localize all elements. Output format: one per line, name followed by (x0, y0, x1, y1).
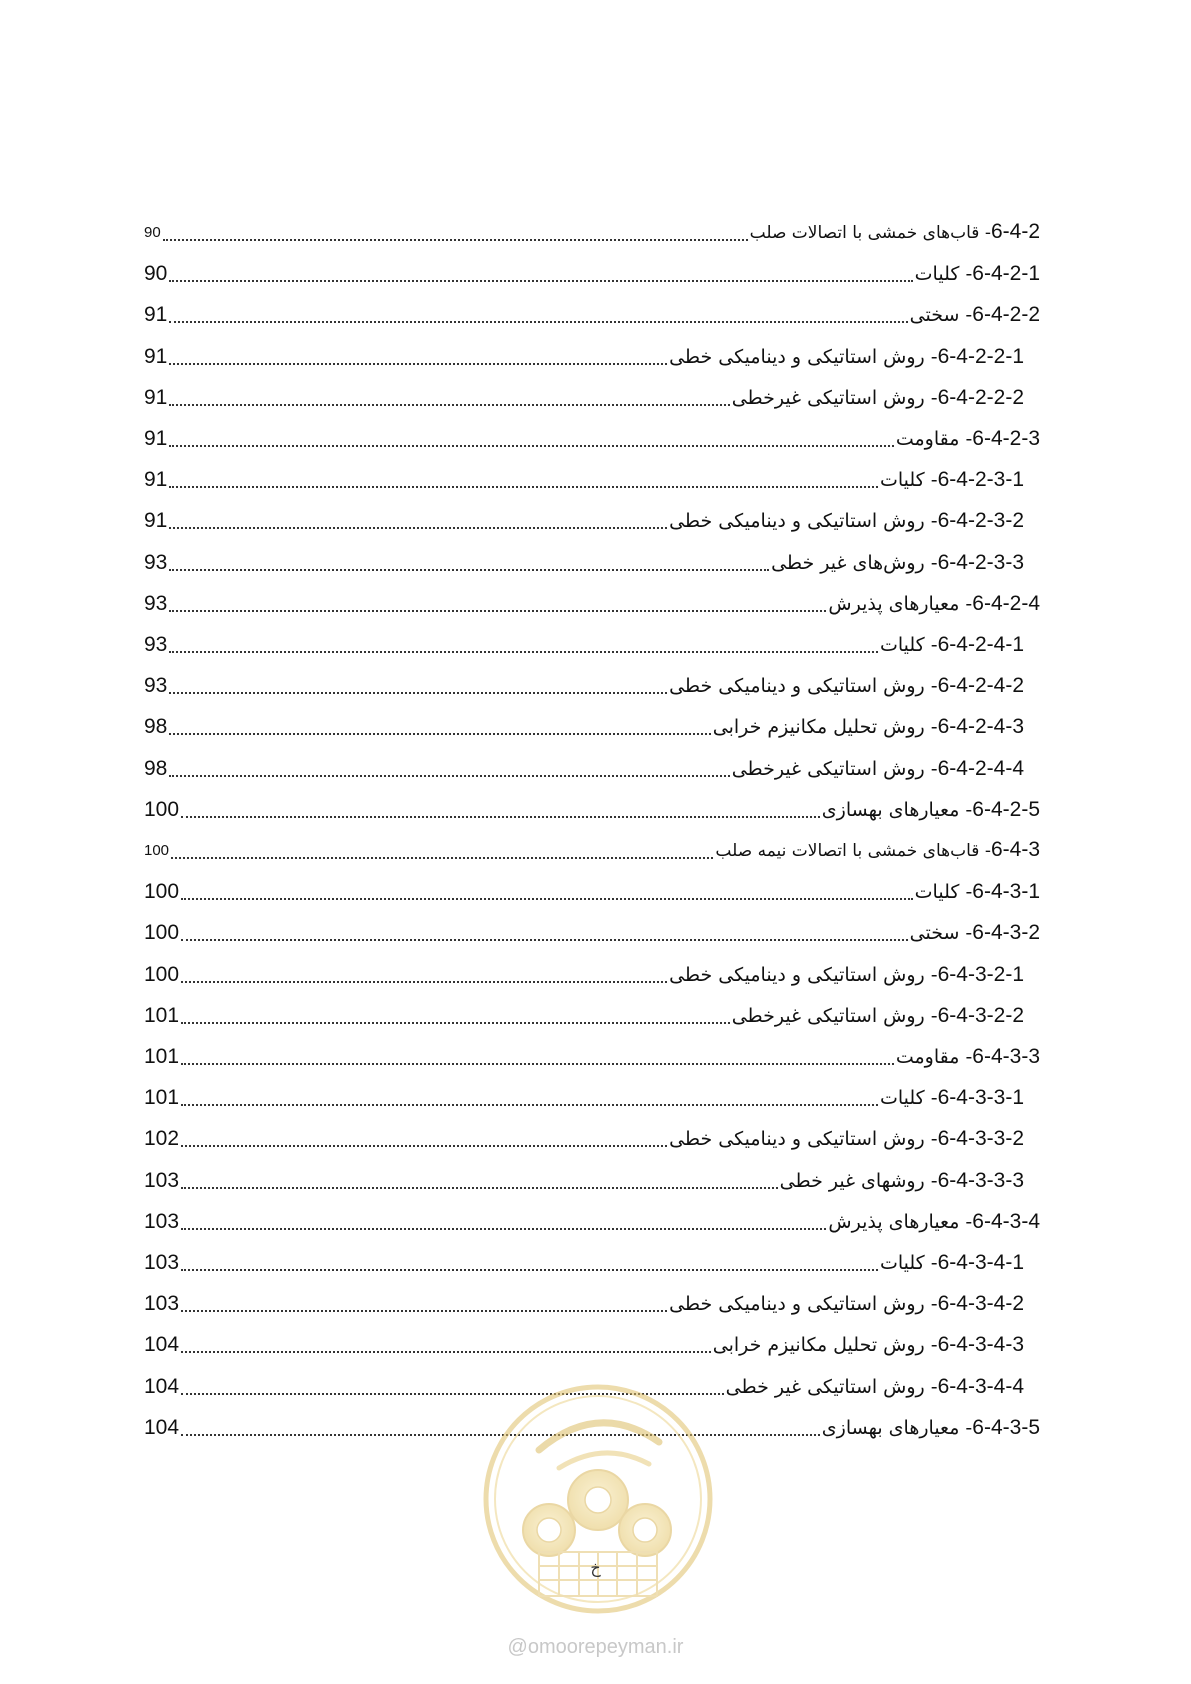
dot-leader (181, 939, 908, 941)
dot-leader (169, 527, 667, 529)
toc-entry-title (669, 1291, 1024, 1317)
toc-entry-number: 6-4-2-4-3 (937, 715, 1024, 739)
toc-entry-text: - روش تحلیل مکانیزم خرابی (712, 1334, 938, 1357)
toc-entry-page: 101 (144, 1086, 180, 1110)
toc-entry-page: 93 (144, 633, 168, 656)
dot-leader (181, 1022, 730, 1024)
toc-entry-text: - روش استاتیکی غیر خطی (725, 1375, 938, 1398)
dot-leader (169, 692, 667, 694)
dot-leader (169, 445, 893, 447)
toc-entry-text: - سختی (909, 304, 973, 327)
toc-entry (144, 1201, 1040, 1235)
toc-entry-title (713, 714, 1024, 740)
toc-entry-title (732, 756, 1024, 782)
dot-leader (169, 733, 710, 735)
toc-entry (144, 912, 1040, 946)
toc-entry-text: - روش‌های غیر خطی (771, 551, 938, 574)
toc-entry-number: 6-4-3-1 (972, 880, 1040, 904)
toc-entry-number: 6-4-2-4-1 (937, 633, 1024, 656)
toc-entry-page: 103 (144, 1209, 180, 1233)
toc-entry-page: 102 (144, 1127, 180, 1151)
toc-entry-title (880, 467, 1024, 493)
toc-entry (144, 954, 1024, 988)
toc-entry-number: 6-4-2 (990, 220, 1040, 243)
toc-entry (144, 624, 1024, 658)
toc-entry-title (880, 1085, 1024, 1111)
dot-leader (169, 651, 878, 653)
dot-leader (181, 1269, 878, 1271)
toc-entry-title (915, 261, 1040, 287)
dot-leader (169, 486, 878, 488)
toc-entry-title (896, 426, 1040, 452)
toc-entry (144, 459, 1024, 493)
toc-entry (144, 500, 1024, 534)
toc-entry-page: 91 (144, 427, 168, 450)
dot-leader (169, 363, 667, 365)
toc-entry-title (669, 1126, 1024, 1152)
toc-entry-number: 6-4-2-4-2 (937, 674, 1024, 698)
toc-entry-title (669, 344, 1024, 370)
toc-entry-text: - سختی (909, 922, 973, 945)
toc-entry-title (822, 797, 1040, 823)
page-number: خ (590, 1558, 601, 1577)
dot-leader (181, 1145, 667, 1147)
dot-leader (163, 239, 748, 241)
toc-entry (144, 583, 1040, 617)
toc-entry-number: 6-4-2-3 (972, 427, 1040, 450)
toc-entry-title (828, 1209, 1040, 1235)
toc-entry (144, 253, 1040, 287)
toc-entry-number: 6-4-2-4 (972, 591, 1040, 615)
toc-entry-text: - روش تحلیل مکانیزم خرابی (712, 716, 938, 739)
toc-entry-page: 103 (144, 1251, 180, 1274)
toc-entry-number: 6-4-3 (990, 838, 1040, 861)
dot-leader (181, 898, 913, 900)
toc-entry-text: - کلیات (879, 1252, 938, 1274)
toc-entry-text: - معیارهای بهسازی (821, 1416, 973, 1439)
toc-entry-number: 6-4-3-2-2 (937, 1003, 1024, 1027)
toc-entry-number: 6-4-2-2 (972, 303, 1040, 327)
toc-entry-text: - روش استاتیکی و دینامیکی خطی (669, 963, 938, 986)
toc-entry (144, 789, 1040, 823)
toc-entry-page: 100 (144, 921, 180, 945)
toc-entry-text: - کلیات (914, 881, 973, 904)
toc-entry-number: 6-4-2-1 (972, 262, 1040, 286)
toc-entry-page: 104 (144, 1333, 180, 1357)
toc-entry-page: 100 (144, 962, 180, 986)
toc-entry-title (669, 673, 1024, 699)
toc-entry-page: 93 (144, 550, 168, 574)
toc-entry-page: 103 (144, 1292, 180, 1316)
toc-entry-page: 91 (144, 344, 168, 368)
toc-entry-number: 6-4-3-2 (972, 921, 1040, 945)
toc-entry-number: 6-4-2-2-1 (937, 344, 1024, 368)
dot-leader (169, 610, 826, 612)
toc-entry-number: 6-4-3-2-1 (937, 962, 1024, 986)
toc-entry-title (822, 1415, 1040, 1441)
toc-entry (144, 212, 1040, 246)
toc-entry-title (713, 1332, 1024, 1358)
toc-entry-text: - روش استاتیکی غیرخطی (731, 386, 938, 409)
toc-entry (144, 294, 1040, 328)
toc-entry-title (726, 1374, 1024, 1400)
dot-leader (181, 1187, 778, 1189)
toc-entry-page: 91 (144, 303, 168, 327)
dot-leader (169, 280, 912, 282)
toc-entry-number: 6-4-2-5 (972, 797, 1040, 821)
toc-entry-number: 6-4-3-5 (972, 1415, 1040, 1439)
toc-entry-page: 91 (144, 509, 168, 533)
toc-entry-text: - کلیات (914, 263, 973, 286)
toc-entry-title (771, 550, 1024, 576)
toc-entry-title (896, 1044, 1040, 1070)
toc-entry-page: 104 (144, 1374, 180, 1398)
toc-entry (144, 706, 1024, 740)
toc-entry (144, 1283, 1024, 1317)
toc-entry-text: - روش استاتیکی و دینامیکی خطی (669, 345, 938, 368)
toc-entry-page: 100 (144, 797, 180, 821)
toc-entry (144, 1366, 1024, 1400)
toc-entry-number: 6-4-2-3-1 (937, 468, 1024, 492)
toc-entry (144, 1242, 1024, 1276)
toc-entry-title (910, 920, 1040, 946)
toc-entry-number: 6-4-3-4-3 (937, 1333, 1024, 1357)
toc-entry-number: 6-4-3-4 (972, 1209, 1040, 1233)
toc-entry-page: 101 (144, 1003, 180, 1027)
dot-leader (181, 1228, 826, 1230)
toc-entry-title (715, 837, 1040, 864)
toc-entry-page: 90 (144, 224, 161, 241)
toc-entry-title (750, 219, 1040, 246)
toc-entry (144, 336, 1024, 370)
toc-entry-page: 98 (144, 715, 168, 739)
toc-entry-number: 6-4-2-2-2 (937, 385, 1024, 409)
toc-entry-text: - روش استاتیکی و دینامیکی خطی (669, 675, 938, 698)
toc-entry-page: 93 (144, 674, 168, 698)
toc-entry-text: - قاب‌های خمشی با اتصالات صلب (749, 223, 991, 243)
watermark-url: @omoorepeyman.ir (507, 1636, 684, 1658)
toc-entry-title (880, 632, 1024, 658)
toc-entry-text: - روشهای غیر خطی (779, 1169, 938, 1192)
toc-entry (144, 377, 1024, 411)
dot-leader (181, 1104, 878, 1106)
toc-entry-title (669, 508, 1024, 534)
toc-entry-text: - روش استاتیکی غیرخطی (731, 757, 938, 780)
toc-entry-text: - مقاومت (895, 428, 973, 450)
dot-leader (181, 1310, 667, 1312)
toc-entry-page: 91 (144, 385, 168, 409)
toc-entry-number: 6-4-3-4-4 (937, 1374, 1024, 1398)
toc-entry-number: 6-4-2-3-3 (937, 550, 1024, 574)
toc-entry-number: 6-4-2-4-4 (937, 756, 1024, 780)
toc-entry-title (732, 1003, 1024, 1029)
toc-entry (144, 995, 1024, 1029)
toc-entry (144, 1324, 1024, 1358)
toc-entry-text: - روش استاتیکی و دینامیکی خطی (669, 1293, 938, 1316)
toc-entry (144, 665, 1024, 699)
dot-leader (181, 1351, 711, 1353)
dot-leader (181, 981, 667, 983)
dot-leader (169, 775, 729, 777)
toc-entry-title (880, 1250, 1024, 1276)
toc-entry (144, 1407, 1040, 1441)
dot-leader (181, 1393, 724, 1395)
toc-entry (144, 1036, 1040, 1070)
toc-entry-number: 6-4-3-3 (972, 1045, 1040, 1068)
toc-entry-number: 6-4-3-4-1 (937, 1251, 1024, 1274)
toc-entry-text: - معیارهای پذیرش (828, 592, 973, 615)
dot-leader (181, 1434, 820, 1436)
toc-entry-text: - معیارهای بهسازی (821, 798, 973, 821)
toc-entry (144, 1118, 1024, 1152)
dot-leader (169, 321, 907, 323)
toc-entry-number: 6-4-3-3-2 (937, 1127, 1024, 1151)
toc-entry-page: 101 (144, 1045, 180, 1068)
toc-entry-page: 104 (144, 1415, 180, 1439)
toc-entry-text: - روش استاتیکی و دینامیکی خطی (669, 1128, 938, 1151)
toc-entry-number: 6-4-2-3-2 (937, 509, 1024, 533)
toc-entry-text: - مقاومت (895, 1046, 973, 1068)
toc-entry-page: 90 (144, 262, 168, 286)
toc-entry-page: 91 (144, 468, 168, 492)
dot-leader (171, 857, 713, 859)
toc-entry-page: 100 (144, 842, 170, 859)
toc-entry (144, 830, 1040, 864)
toc-entry-text: - کلیات (879, 634, 938, 656)
toc-entry (144, 1160, 1024, 1194)
dot-leader (181, 1063, 894, 1065)
toc-entry (144, 1077, 1024, 1111)
toc-entry-title (828, 591, 1040, 617)
toc-entry-page: 93 (144, 591, 168, 615)
toc-entry-title (669, 962, 1024, 988)
toc-entry-number: 6-4-3-3-1 (937, 1086, 1024, 1110)
toc-entry-text: - معیارهای پذیرش (828, 1210, 973, 1233)
dot-leader (169, 569, 769, 571)
toc-entry-title (910, 302, 1040, 328)
toc-entry-number: 6-4-3-4-2 (937, 1292, 1024, 1316)
toc-entry-text: - کلیات (879, 469, 938, 492)
dot-leader (169, 404, 729, 406)
toc-entry (144, 418, 1040, 452)
toc-entry-title (915, 879, 1040, 905)
toc-entry (144, 871, 1040, 905)
toc-entry (144, 542, 1024, 576)
toc-entry-title (732, 385, 1024, 411)
toc-entry-title (780, 1168, 1024, 1194)
toc-entry-text: - قاب‌های خمشی با اتصالات نیمه صلب (715, 841, 991, 861)
toc-entry-page: 100 (144, 880, 180, 904)
toc-entry (144, 748, 1024, 782)
dot-leader (181, 816, 820, 818)
toc-entry-number: 6-4-3-3-3 (937, 1168, 1024, 1192)
toc-entry-page: 98 (144, 756, 168, 780)
toc-entry-text: - کلیات (879, 1087, 938, 1110)
toc-entry-text: - روش استاتیکی و دینامیکی خطی (669, 510, 938, 533)
toc-entry-text: - روش استاتیکی غیرخطی (731, 1004, 938, 1027)
toc-entry-page: 103 (144, 1168, 180, 1192)
